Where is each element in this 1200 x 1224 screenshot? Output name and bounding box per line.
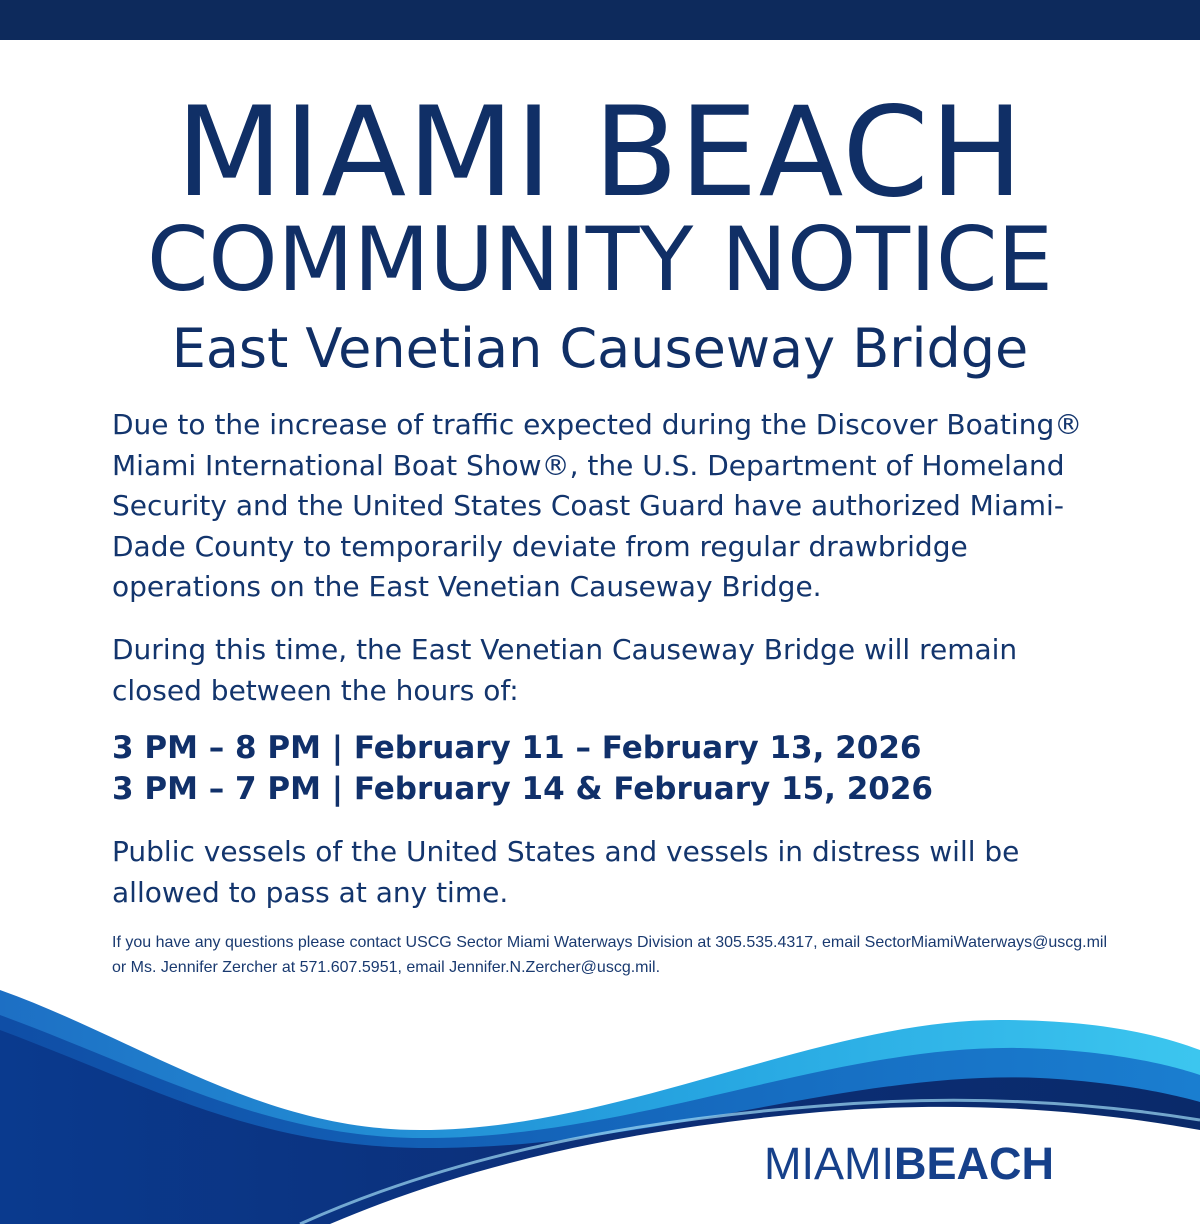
intro-paragraph: Due to the increase of traffic expected during the Discover Boating® Miami International Boat Show®, the U.S. Department of Homeland Security and the United States Coast Guard have authorized Miami-Dade County to temporarily deviate from regular drawbridge operations on the East Venetian Causeway Bridge. [112,408,1083,603]
logo-beach: BEACH [894,1138,1055,1189]
logo-miami: MIAMI [764,1138,894,1189]
closure-schedule [112,728,1112,810]
bridge-name: East Venetian Causeway Bridge [171,317,1029,380]
schedule-line: 3 PM – 8 PM | February 11 – February 13, 2026 [112,730,922,766]
schedule-line: 3 PM – 7 PM | February 14 & February 15, 2026 [112,771,934,807]
closure-paragraph: During this time, the East Venetian Causeway Bridge will remain closed between the hours of: [112,633,1018,707]
top-banner-bar [0,0,1200,40]
miami-beach-logo [764,1136,1054,1192]
contact-info: If you have any questions please contact USCG Sector Miami Waterways Division at 305.535.4317, email SectorMiamiWaterways@uscg.mil or Ms. Jennifer Zercher at 571.607.5951, email Jennifer.N.Zercher@uscg.mil. [112,934,1108,976]
page-subtitle: COMMUNITY NOTICE [146,208,1054,311]
page-title: MIAMI BEACH [175,81,1025,225]
exception-paragraph: Public vessels of the United States and vessels in distress will be allowed to pass at any time. [112,835,1020,909]
